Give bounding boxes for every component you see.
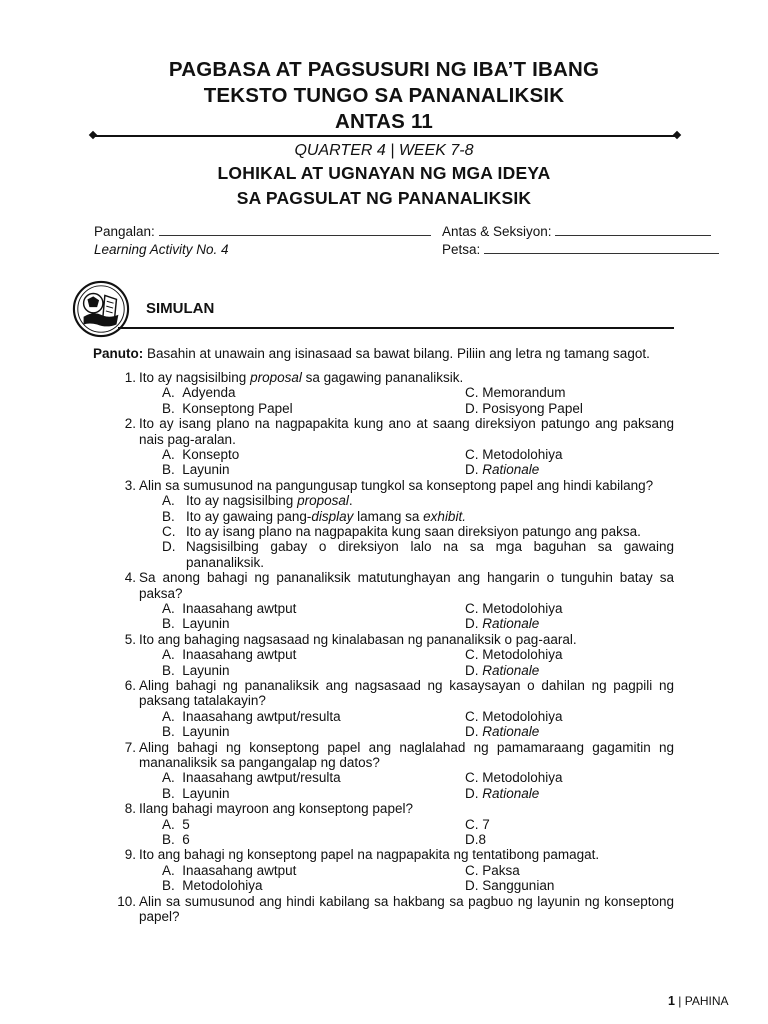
choice-row [0, 385, 768, 400]
title-line-1: PAGBASA AT PAGSUSURI NG IBA’T IBANG [168, 58, 600, 81]
choice-option[interactable] [0, 493, 768, 508]
choice-option[interactable]: B. Metodolohiya [162, 878, 263, 894]
choice-letter: D. [162, 539, 176, 555]
choice-option[interactable]: C. Paksa [465, 862, 520, 878]
choice-row [0, 401, 768, 416]
directions [93, 345, 650, 362]
choice-letter: C. [162, 524, 176, 539]
choice-row [0, 878, 768, 893]
choice-option[interactable]: A. Adyenda [162, 385, 236, 401]
choice-option[interactable]: D. Rationale [465, 724, 540, 740]
name-blank[interactable] [159, 223, 431, 236]
choice-option[interactable]: C. Metodolohiya [465, 601, 563, 617]
question-item [0, 847, 768, 862]
choice-option[interactable]: C. Metodolohiya [465, 647, 563, 663]
choice-option[interactable]: A. Inaasahang awtput [162, 601, 297, 617]
question-number: 5. [124, 631, 136, 647]
choice-option[interactable]: A. Inaasahang awtput [162, 862, 297, 878]
choice-option[interactable]: B. Layunin [162, 724, 230, 740]
choice-option[interactable]: D. Rationale [465, 662, 540, 678]
choice-option[interactable] [0, 509, 768, 524]
quarter-week: QUARTER 4 | WEEK 7-8 [294, 142, 474, 159]
choice-option[interactable]: D. Rationale [465, 785, 540, 801]
question-number: 8. [124, 801, 136, 817]
choice-text: Ito ay isang plano na nagpapakita kung saan direksiyon patungo ang paksa. [186, 524, 641, 539]
choice-option[interactable]: B. Konseptong Papel [162, 400, 293, 416]
choice-row [0, 709, 768, 724]
question-number: 2. [124, 416, 136, 432]
directions-label: Panuto: [93, 346, 144, 361]
grade-section-blank[interactable] [555, 223, 711, 236]
choice-row [0, 724, 768, 739]
choice-option[interactable]: B. Layunin [162, 662, 230, 678]
question-text: Aling bahagi ng konseptong papel ang naglalahad ng pamamaraang gagamitin ng mananaliksik sa pangangalap ng datos? [139, 739, 674, 770]
question-text: Ito ang bahaging nagsasaad ng kinalabasan ng pananaliksik o pag-aaral. [139, 631, 577, 647]
choice-letter: A. [162, 493, 175, 509]
footer-separator: | [674, 994, 685, 1008]
grade-section-field [442, 223, 711, 241]
choice-row [0, 462, 768, 477]
simulan-icon [72, 280, 130, 338]
grade-section-label: Antas & Seksiyon: [442, 224, 552, 239]
lesson-title-line-1: LOHIKAL AT UGNAYAN NG MGA IDEYA [217, 163, 551, 183]
lesson-title-line-2: SA PAGSULAT NG PANANALIKSIK [236, 188, 532, 208]
choice-option[interactable]: D. Rationale [465, 616, 540, 632]
choice-option[interactable]: C. Memorandum [465, 385, 566, 401]
question-number: 10. [117, 893, 136, 909]
choice-option[interactable]: A. 5 [162, 816, 190, 832]
question-item [0, 894, 768, 925]
choice-row [0, 647, 768, 662]
page-label: PAHINA [684, 994, 729, 1008]
question-number: 3. [124, 477, 136, 493]
lesson-header [0, 141, 768, 211]
choice-row [0, 832, 768, 847]
question-item [0, 370, 768, 385]
question-text: Ito ay isang plano na nagpapakita kung ano at saang direksiyon patungo ang paksang nais pag-aralan. [139, 416, 674, 447]
choice-option[interactable]: D. Sanggunian [465, 878, 555, 894]
question-text: Sa anong bahagi ng pananaliksik matutunghayan ang hangarin o tunguhin batay sa paksa? [139, 570, 674, 601]
question-number: 9. [124, 847, 136, 863]
choice-text: Ito ay nagsisilbing proposal. [186, 493, 353, 509]
title-line-2: TEKSTO TUNGO SA PANANALIKSIK [203, 84, 565, 107]
choice-row [0, 616, 768, 631]
question-number: 7. [124, 739, 136, 755]
question-item [0, 570, 768, 601]
page-number: 1 [668, 994, 675, 1008]
choice-option[interactable]: B. Layunin [162, 462, 230, 478]
question-text: Alin sa sumusunod ang hindi kabilang sa hakbang sa pagbuo ng layunin ng konseptong papel? [139, 893, 674, 924]
title-line-3: ANTAS 11 [334, 110, 434, 133]
choice-row [0, 601, 768, 616]
question-text: Ilang bahagi mayroon ang konseptong papel? [139, 801, 413, 817]
date-label: Petsa: [442, 242, 481, 257]
choice-option[interactable]: D.8 [465, 831, 487, 847]
choice-option[interactable]: C. 7 [465, 816, 490, 832]
document-title [0, 57, 768, 135]
question-item [0, 801, 768, 816]
directions-text: Basahin at unawain ang isinasaad sa bawat bilang. Piliin ang letra ng tamang sagot. [143, 346, 650, 361]
activity-number: Learning Activity No. 4 [94, 242, 229, 257]
question-item [0, 478, 768, 493]
choice-text: Nagsisilbing gabay o direksiyon lalo na sa mga baguhan sa gawaing pananaliksik. [186, 539, 674, 570]
section-divider [118, 327, 674, 329]
question-number: 4. [124, 570, 136, 586]
choice-row [0, 786, 768, 801]
choice-option[interactable] [0, 539, 768, 570]
choice-row [0, 863, 768, 878]
choice-row [0, 770, 768, 785]
choice-option[interactable]: A. Inaasahang awtput [162, 647, 297, 663]
choice-letter: B. [162, 508, 175, 524]
question-text: Alin sa sumusunod na pangungusap tungkol sa konseptong papel ang hindi kabilang? [139, 477, 654, 493]
choice-text: Ito ay gawaing pang-display lamang sa exhibit. [186, 508, 466, 524]
question-item [0, 678, 768, 709]
title-divider [93, 135, 677, 137]
choice-row [0, 663, 768, 678]
choice-option[interactable] [0, 524, 768, 539]
question-text: Ito ay nagsisilbing proposal sa gagawing pananaliksik. [139, 370, 464, 385]
question-item [0, 740, 768, 771]
question-number: 1. [124, 370, 136, 385]
choice-row [0, 447, 768, 462]
question-text: Ito ang bahagi ng konseptong papel na nagpapakita ng tentatibong pamagat. [139, 847, 600, 863]
choice-option[interactable]: B. 6 [162, 831, 190, 847]
section-title: SIMULAN [146, 300, 215, 317]
choice-row [0, 817, 768, 832]
question-list [0, 370, 768, 924]
choice-option[interactable]: B. Layunin [162, 785, 230, 801]
choice-option[interactable]: A. Konsepto [162, 447, 240, 462]
choice-option[interactable]: A. Inaasahang awtput/resulta [162, 708, 341, 724]
choice-option[interactable]: C. Metodolohiya [465, 447, 563, 462]
choice-option[interactable]: C. Metodolohiya [465, 708, 563, 724]
choice-option[interactable]: B. Layunin [162, 616, 230, 632]
question-item [0, 416, 768, 447]
question-text: Aling bahagi ng pananaliksik ang nagsasaad ng kasaysayan o dahilan ng pagpili ng paksang tatalakayin? [139, 678, 674, 709]
name-label: Pangalan: [94, 224, 155, 239]
date-field [442, 241, 719, 259]
choice-option[interactable]: C. Metodolohiya [465, 770, 563, 786]
question-item [0, 632, 768, 647]
choice-option[interactable]: D. Rationale [465, 462, 540, 478]
question-number: 6. [124, 678, 136, 693]
name-field [94, 223, 431, 241]
page-footer [668, 994, 729, 1008]
choice-option[interactable]: A. Inaasahang awtput/resulta [162, 770, 341, 786]
choice-option[interactable]: D. Posisyong Papel [465, 400, 583, 416]
date-blank[interactable] [484, 241, 719, 254]
